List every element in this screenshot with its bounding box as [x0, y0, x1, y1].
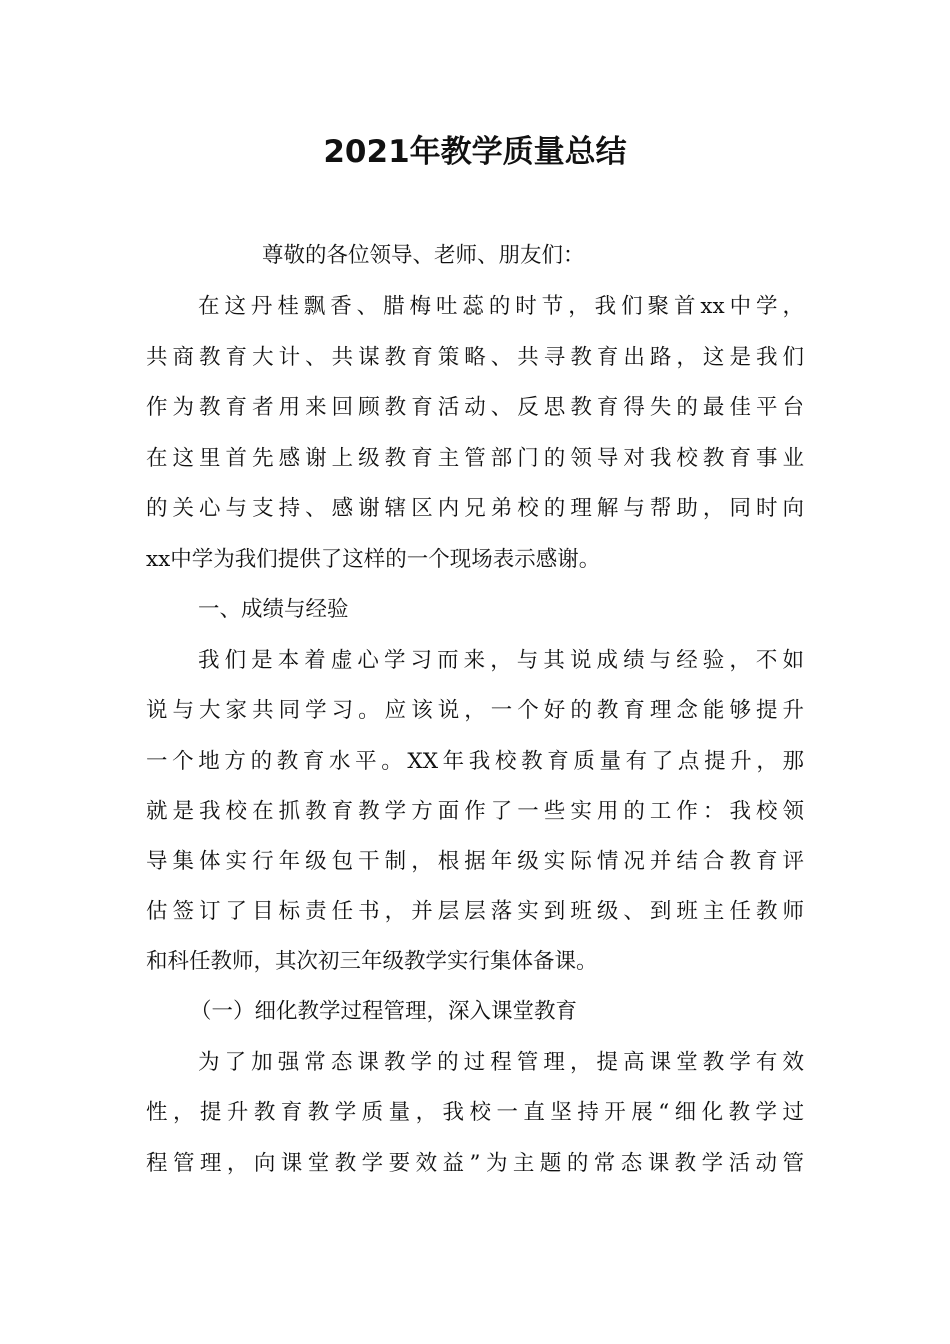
- text-line: 作为教育者用来回顾教育活动、反思教育得失的最佳平台: [146, 395, 804, 420]
- text-line: 性，提升教育教学质量，我校一直坚持开展“细化教学过: [146, 1100, 804, 1125]
- paragraph-line: [0, 1138, 950, 1190]
- paragraph-line: [0, 936, 950, 988]
- paragraph-line: [0, 886, 950, 938]
- subsection-heading: [0, 986, 950, 1038]
- paragraph-line: [0, 483, 950, 535]
- text-line: 的关心与支持、感谢辖区内兄弟校的理解与帮助，同时向: [146, 496, 804, 521]
- text-line: 导集体实行年级包干制，根据年级实际情况并结合教育评: [146, 849, 804, 874]
- text-line: 程管理，向课堂教学要效益”为主题的常态课教学活动管: [146, 1151, 804, 1176]
- paragraph-line: [0, 786, 950, 838]
- heading-text: 一、成绩与经验: [198, 597, 349, 622]
- text-line: 和科任教师，其次初三年级教学实行集体备课。: [146, 949, 598, 974]
- paragraph-line: [0, 433, 950, 485]
- paragraph-line: [0, 685, 950, 737]
- paragraph-line: [0, 534, 950, 586]
- salutation-line: [0, 230, 950, 282]
- text-line: 在这里首先感谢上级教育主管部门的领导对我校教育事业: [146, 446, 804, 471]
- text-line: 为了加强常态课教学的过程管理，提高课堂教学有效: [198, 1050, 804, 1075]
- heading-text: （一）细化教学过程管理，深入课堂教育: [190, 999, 578, 1024]
- paragraph-line: [0, 1087, 950, 1139]
- text-line: 共商教育大计、共谋教育策略、共寻教育出路，这是我们: [146, 345, 804, 370]
- section-heading: [0, 584, 950, 636]
- paragraph-line: [0, 332, 950, 384]
- document-title: 2021年教学质量总结: [323, 134, 627, 170]
- paragraph-line: [0, 836, 950, 888]
- text-line: xx中学为我们提供了这样的一个现场表示感谢。: [146, 547, 601, 572]
- text-line: 估签订了目标责任书，并层层落实到班级、到班主任教师: [146, 899, 804, 924]
- paragraph-line: [0, 281, 950, 333]
- paragraph-line: [0, 635, 950, 687]
- paragraph-line: [0, 736, 950, 788]
- paragraph-line: [0, 382, 950, 434]
- text-line: 就是我校在抓教育教学方面作了一些实用的工作：我校领: [146, 799, 804, 824]
- text-line: 在这丹桂飘香、腊梅吐蕊的时节，我们聚首xx中学，: [198, 294, 804, 319]
- paragraph-line: [0, 1037, 950, 1089]
- text-line: 尊敬的各位领导、老师、朋友们：: [262, 243, 585, 268]
- text-line: 说与大家共同学习。应该说，一个好的教育理念能够提升: [146, 698, 804, 723]
- text-line: 我们是本着虚心学习而来，与其说成绩与经验，不如: [198, 648, 804, 673]
- text-line: 一个地方的教育水平。XX年我校教育质量有了点提升，那: [146, 749, 804, 774]
